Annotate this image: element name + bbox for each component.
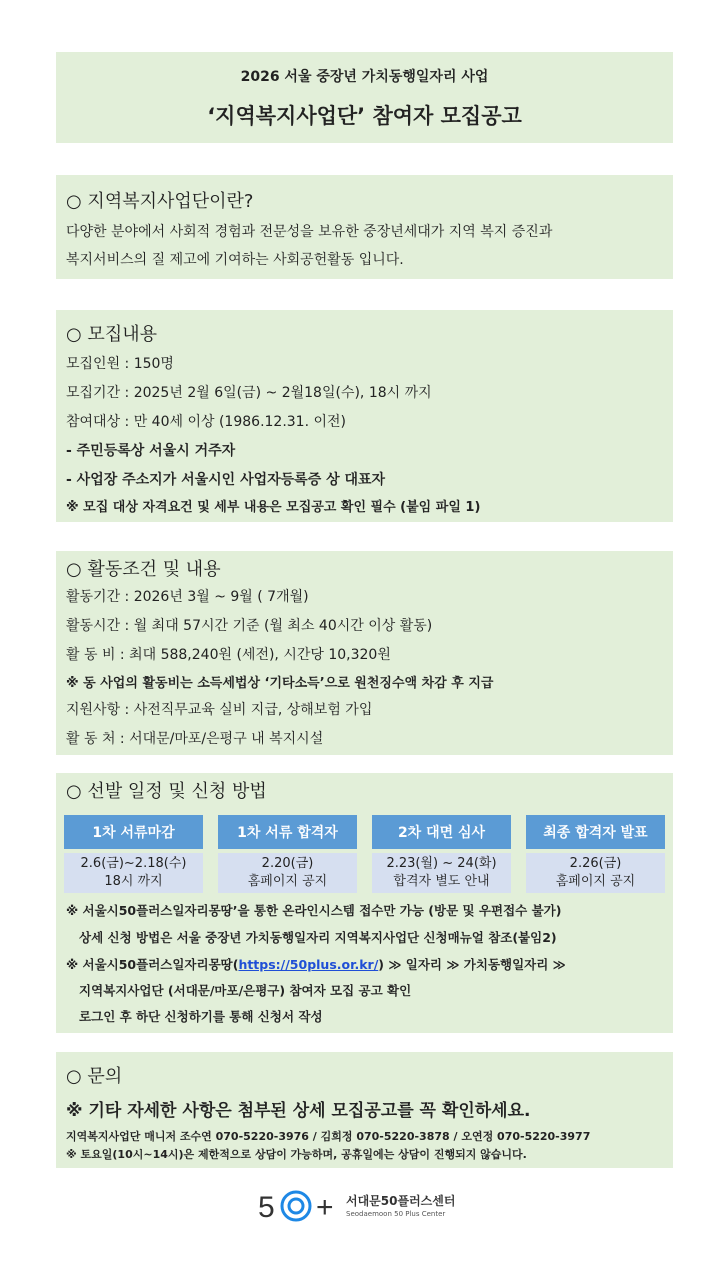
activity-support: 지원사항 : 사전직무교육 실비 지급, 상해보험 가입 (66, 702, 373, 718)
step-note: 홈페이지 공지 (555, 874, 636, 889)
intro-text-line: 다양한 분야에서 사회적 경험과 전문성을 보유한 중장년세대가 지역 복지 증진과 (66, 224, 553, 240)
schedule-section (56, 773, 673, 1033)
apply-note: 로그인 후 하단 신청하기를 통해 신청서 작성 (66, 1009, 323, 1024)
intro-section (56, 175, 673, 279)
step-label: 1차 서류마감 (64, 815, 203, 849)
logo-plus: + (316, 1191, 334, 1224)
apply-note: 상세 신청 방법은 서울 중장년 가치동행일자리 지역복지사업단 신청매뉴얼 참조(붙임2) (66, 930, 557, 945)
activity-section (56, 551, 673, 755)
schedule-step (526, 815, 665, 893)
center-logo (258, 1186, 455, 1224)
center-name-ko: 서대문50플러스센터 (346, 1194, 456, 1208)
schedule-step (218, 815, 357, 893)
activity-hours: 활동시간 : 월 최대 57시간 기준 (월 최소 40시간 이상 활동) (66, 618, 433, 634)
step-label: 2차 대면 심사 (372, 815, 511, 849)
intro-heading: ○ 지역복지사업단이란? (66, 191, 254, 212)
recruit-condition: - 주민등록상 서울시 거주자 (66, 443, 236, 459)
center-name-en: Seodaemoon 50 Plus Center (346, 1210, 446, 1218)
activity-place: 활 동 처 : 서대문/마포/은평구 내 복지시설 (66, 731, 324, 747)
logo-text (346, 1192, 455, 1218)
step-detail (372, 853, 511, 893)
recruit-target: 참여대상 : 만 40세 이상 (1986.12.31. 이전) (66, 414, 347, 430)
schedule-heading: ○ 선발 일정 및 신청 방법 (66, 781, 267, 802)
step-detail (64, 853, 203, 893)
page-title: ‘지역복지사업단’ 참여자 모집공고 (207, 104, 522, 128)
schedule-step (64, 815, 203, 893)
step-date: 2.23(월) ~ 24(화) (386, 856, 497, 871)
logo-digit: 5 (258, 1191, 275, 1224)
apply-note: 지역복지사업단 (서대문/마포/은평구) 참여자 모집 공고 확인 (66, 983, 412, 998)
recruit-condition: - 사업장 주소지가 서울시인 사업자등록증 상 대표자 (66, 472, 386, 488)
apply-note: ※ 서울시50플러스일자리몽땅’을 통한 온라인시스템 접수만 가능 (방문 및 우편접수 불가) (66, 903, 562, 918)
step-note: 합격자 별도 안내 (393, 874, 490, 889)
inquiry-heading: ○ 문의 (66, 1066, 123, 1087)
step-date: 2.20(금) (261, 856, 314, 871)
schedule-step (372, 815, 511, 893)
recruit-count: 모집인원 : 150명 (66, 356, 174, 372)
activity-pay: 활 동 비 : 최대 588,240원 (세전), 시간당 10,320원 (66, 647, 391, 663)
apply-path-suffix: ) ≫ 일자리 ≫ 가치동행일자리 ≫ (378, 957, 566, 972)
step-date: 2.26(금) (569, 856, 622, 871)
recruit-note: ※ 모집 대상 자격요건 및 세부 내용은 모집공고 확인 필수 (붙임 파일 1) (66, 500, 481, 515)
inquiry-hours-note: ※ 토요일(10시~14시)은 제한적으로 상담이 가능하며, 공휴일에는 상담이 진행되지 않습니다. (66, 1148, 527, 1161)
step-label: 최종 합격자 발표 (526, 815, 665, 849)
recruit-period: 모집기간 : 2025년 2월 6일(금) ~ 2월18일(수), 18시 까지 (66, 385, 432, 401)
step-detail (218, 853, 357, 893)
title-subheading: 2026 서울 중장년 가치동행일자리 사업 (240, 69, 489, 85)
intro-text-line: 복지서비스의 질 제고에 기여하는 사회공헌활동 입니다. (66, 252, 404, 268)
inquiry-section (56, 1052, 673, 1168)
step-detail (526, 853, 665, 893)
recruit-section (56, 310, 673, 522)
step-label: 1차 서류 합격자 (218, 815, 357, 849)
recruit-heading: ○ 모집내용 (66, 324, 157, 345)
activity-tax-note: ※ 동 사업의 활동비는 소득세법상 ‘기타소득’으로 원천징수액 차감 후 지급 (66, 676, 494, 691)
apply-path-note (66, 955, 566, 973)
step-note: 18시 까지 (104, 874, 163, 889)
activity-heading: ○ 활동조건 및 내용 (66, 559, 221, 580)
title-banner (56, 52, 673, 143)
inquiry-contacts: 지역복지사업단 매니저 조수연 070-5220-3976 / 김희정 070-5220-3878 / 오연정 070-5220-3977 (66, 1130, 591, 1143)
website-link[interactable]: https://50plus.or.kr/ (238, 957, 379, 972)
apply-path-prefix: ※ 서울시50플러스일자리몽땅( (66, 957, 239, 972)
activity-period: 활동기간 : 2026년 3월 ~ 9월 ( 7개월) (66, 589, 309, 605)
inquiry-main-note: ※ 기타 자세한 사항은 첨부된 상세 모집공고를 꼭 확인하세요. (66, 1101, 531, 1121)
step-date: 2.6(금)~2.18(수) (80, 856, 187, 871)
50plus-logo-mark (258, 1186, 338, 1224)
step-note: 홈페이지 공지 (247, 874, 328, 889)
